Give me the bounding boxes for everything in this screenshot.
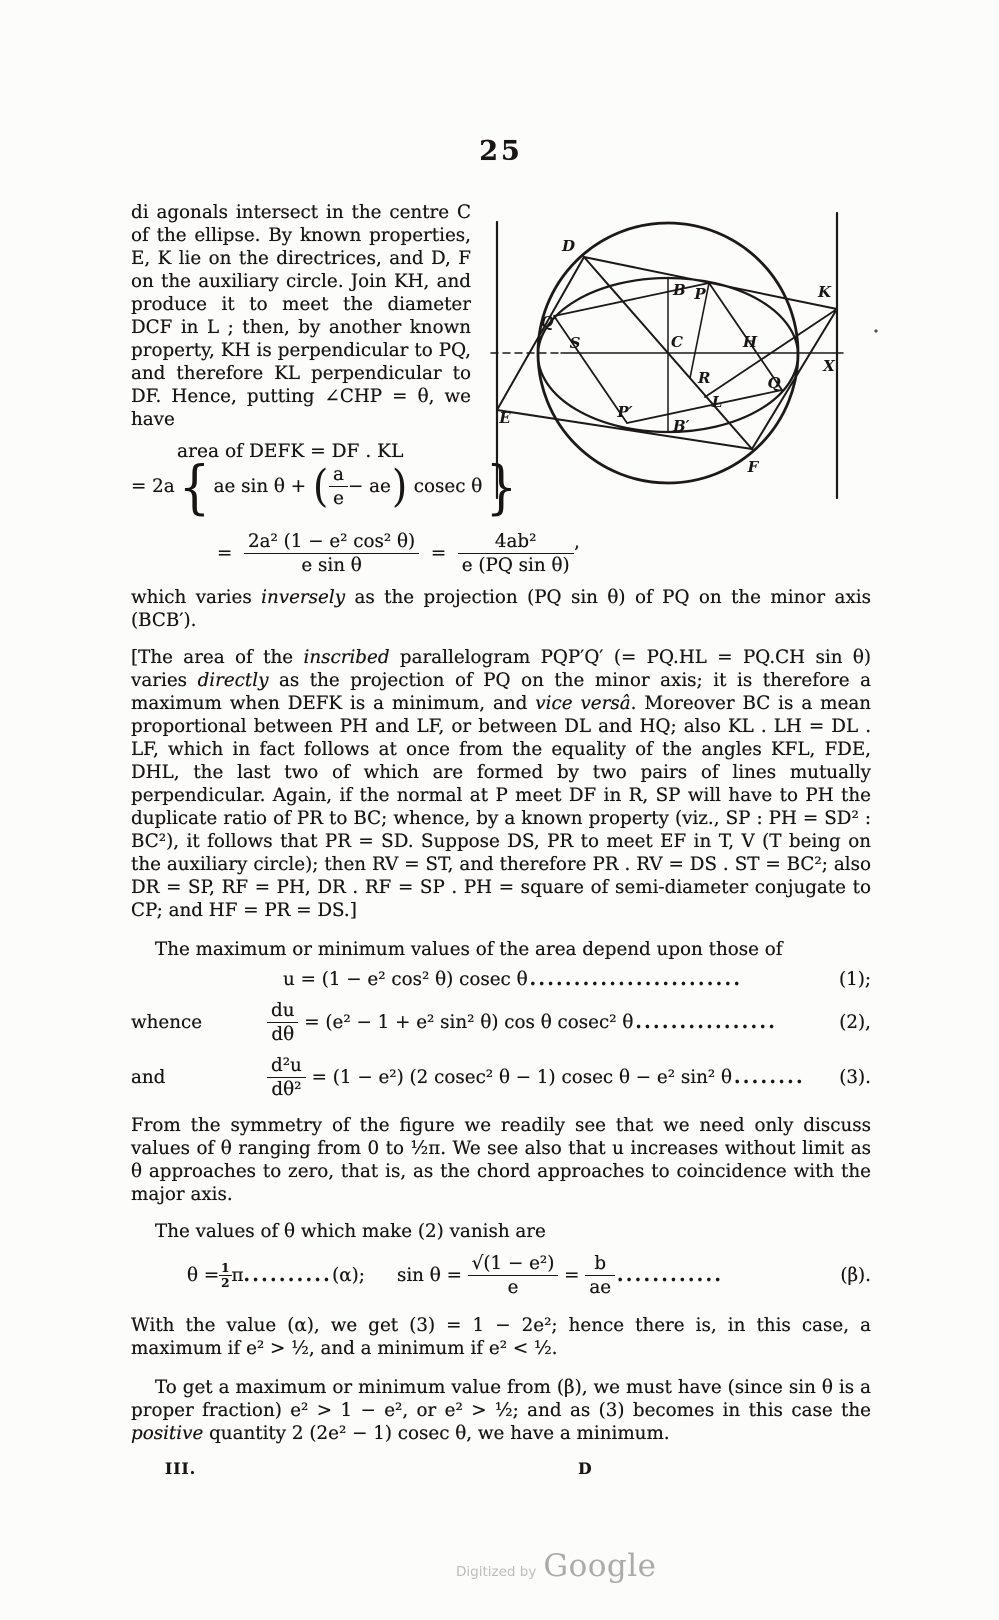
eq2-rhs: = (e² − 1 + e² sin² θ) cos θ cosec² θ [304, 1012, 634, 1034]
eq-brace-inner1: ae sin θ + [213, 476, 307, 498]
equals-sign: = [430, 543, 447, 565]
fraction-radical: $\frac{\text{√(1 − e²)}}{e}$ [468, 1253, 559, 1298]
eq1-tag: (1); [838, 969, 871, 991]
digitized-by-text: Digitized by [456, 1564, 537, 1580]
equals-sign: = [217, 543, 233, 565]
figure-label-X: X [823, 357, 835, 375]
figure-label-Q: Q [767, 374, 781, 392]
figure-label-C: C [671, 333, 683, 351]
equation-3 [131, 1055, 871, 1100]
ab-dots2: ............ [617, 1265, 724, 1287]
fraction-a-over-e: $\frac{a}{e}$ [329, 464, 348, 509]
trailing-comma: ’ [573, 543, 580, 565]
figure-label-D: D [561, 237, 575, 255]
figure-label-E: E [499, 409, 511, 427]
page-footer [131, 1459, 871, 1478]
geometry-figure [479, 195, 893, 509]
line-FK [752, 309, 837, 449]
figure-label-P: P [694, 285, 706, 303]
fraction-d2u-dtheta2: $\frac{\text{d²u}}{\text{dθ²}}$ [267, 1055, 306, 1100]
eq1-math: u = (1 − e² cos² θ) cosec θ [283, 969, 528, 991]
paragraph-diagonals: di agonals intersect in the centre C of the ellipse. By known properties, E, K lie on the directrices, and D, F on the auxiliary circle. Join KH, and produce it to meet the diameter DCF in L ; then, by another known property, KH is perpendicular to PQ, and therefore KL perpendicular to DF. Hence, putting ∠CHP = θ, we have [131, 202, 471, 430]
eq3-label: and [131, 1067, 166, 1089]
equation-alpha-beta [131, 1253, 871, 1298]
ab-mid: sin θ = [396, 1265, 462, 1287]
eq1-dots: ........................ [529, 969, 743, 991]
figure-label-Qp: Q′ [540, 313, 558, 331]
paragraph-symmetry: From the symmetry of the figure we readily see that we need only discuss values of θ ranging from 0 to ½π. We see also that u increases without limit as θ approaches to zero, that is, as the chord approaches to coincidence with the major axis. [131, 1115, 871, 1206]
volume-signature: III. [165, 1459, 197, 1479]
fraction-4ab2: $\frac{\text{4ab²}}{\text{e (PQ sin θ)}}$ [458, 531, 574, 576]
ab-tag-alpha: (α); [332, 1265, 365, 1287]
line-PpQp [554, 316, 627, 423]
paragraph-max-min-intro: The maximum or minimum values of the area depend upon those of [155, 939, 783, 961]
top-section [131, 201, 871, 523]
figure-label-S: S [569, 334, 581, 352]
fraction-2a2: $\frac{\text{2a² (1 − e² cos² θ)}}{\text{e sin θ}}$ [244, 531, 419, 576]
ab-dots1: .......... [243, 1265, 333, 1287]
ink-speck [874, 329, 877, 332]
ab-tag-beta: (β). [840, 1265, 871, 1287]
eq-brace-inner2: − ae [347, 476, 391, 498]
equation-1 [131, 969, 871, 990]
paragraph-alpha-case: With the value (α), we get (3) = 1 − 2e²; hence there is, in this case, a maximum if e² > ½, and a minimum if e² < ½. [131, 1315, 871, 1360]
ab-lhs: θ = [187, 1265, 220, 1287]
fraction-one-half: $\frac{1}{2}$ [221, 1261, 230, 1291]
figure-label-H: H [742, 333, 758, 351]
figure-label-K: K [817, 283, 831, 301]
equation-brace: = 2a { ae sin θ + ( $\frac{a}{e}$ − ae ) cosec θ } [131, 452, 518, 521]
eq2-dots: ................ [635, 1012, 778, 1034]
eq3-tag: (3). [839, 1067, 871, 1089]
fraction-du-dtheta: $\frac{du}{d\theta}$ [267, 1000, 298, 1045]
equation-fractions [217, 531, 871, 576]
equation-area-defk: area of DEFK = DF . KL [177, 441, 404, 462]
google-watermark [456, 1548, 657, 1584]
fraction-b-over-ae: $\frac{b}{ae}$ [585, 1253, 615, 1298]
figure-label-R: R [698, 369, 711, 387]
page-number: 25 [479, 136, 523, 167]
equation-2 [131, 1000, 871, 1045]
paragraph-beta-case: To get a maximum or minimum value from (β), we must have (since sin θ is a proper fraction) e² > 1 − e², or e² > ½; and as (3) becomes in this case the positive quantity 2 (2e² − 1) cosec θ, we have a minimum. [131, 1377, 871, 1445]
printer-signature: D [578, 1459, 592, 1479]
eq2-label: whence [131, 1012, 203, 1034]
ab-equals: = [564, 1265, 580, 1287]
eq-brace-pre: = 2a [131, 476, 175, 498]
eq3-rhs: = (1 − e²) (2 cosec² θ − 1) cosec θ − e² sin² θ [311, 1067, 733, 1089]
figure-label-B: B [673, 281, 686, 299]
eq3-dots: ........ [734, 1067, 805, 1089]
ab-pi: π [231, 1265, 244, 1287]
eq2-tag: (2), [839, 1012, 871, 1034]
google-logo: Google [543, 1548, 657, 1584]
paragraph-bracket-note: [The area of the inscribed parallelogram PQP′Q′ (= PQ.HL = PQ.CH sin θ) varies directly as the projection of PQ on the minor axis; it is therefore a maximum when DEFK is a minimum, and vice versâ. Moreover BC is a mean proportional between PH and LF, or between DL and HQ; also KL . LH = DL . LF, which in fact follows at once from the equality of the angles KFL, FDE, DHL, the last two of which are formed by two pairs of lines mutually perpendicular. Again, if the normal at P meet DF in R, SP will have to PH the duplicate ratio of PR to BC; whence, by a known property (viz., SP : PH = SD² : BC²), it follows that PR = SD. Suppose DS, PR to meet EF in T, V (T being on the auxiliary circle); then RV = ST, and therefore PR . RV = DS . ST = BC²; also DR = SP, RF = PH, DR . RF = SP . PH = square of semi-diameter conjugate to CP; and HF = PR = DS.] [131, 647, 872, 922]
figure-label-Bp: B′ [673, 417, 690, 435]
paragraph-values-intro: The values of θ which make (2) vanish are [155, 1221, 546, 1243]
figure-label-Pp: P′ [617, 403, 633, 421]
figure-label-L: L [711, 393, 723, 411]
eq-brace-post: cosec θ [413, 476, 483, 498]
figure-label-F: F [747, 458, 759, 476]
paragraph-inversely: which varies inversely as the projection (PQ sin θ) of PQ on the minor axis (BCB′). [131, 587, 871, 632]
